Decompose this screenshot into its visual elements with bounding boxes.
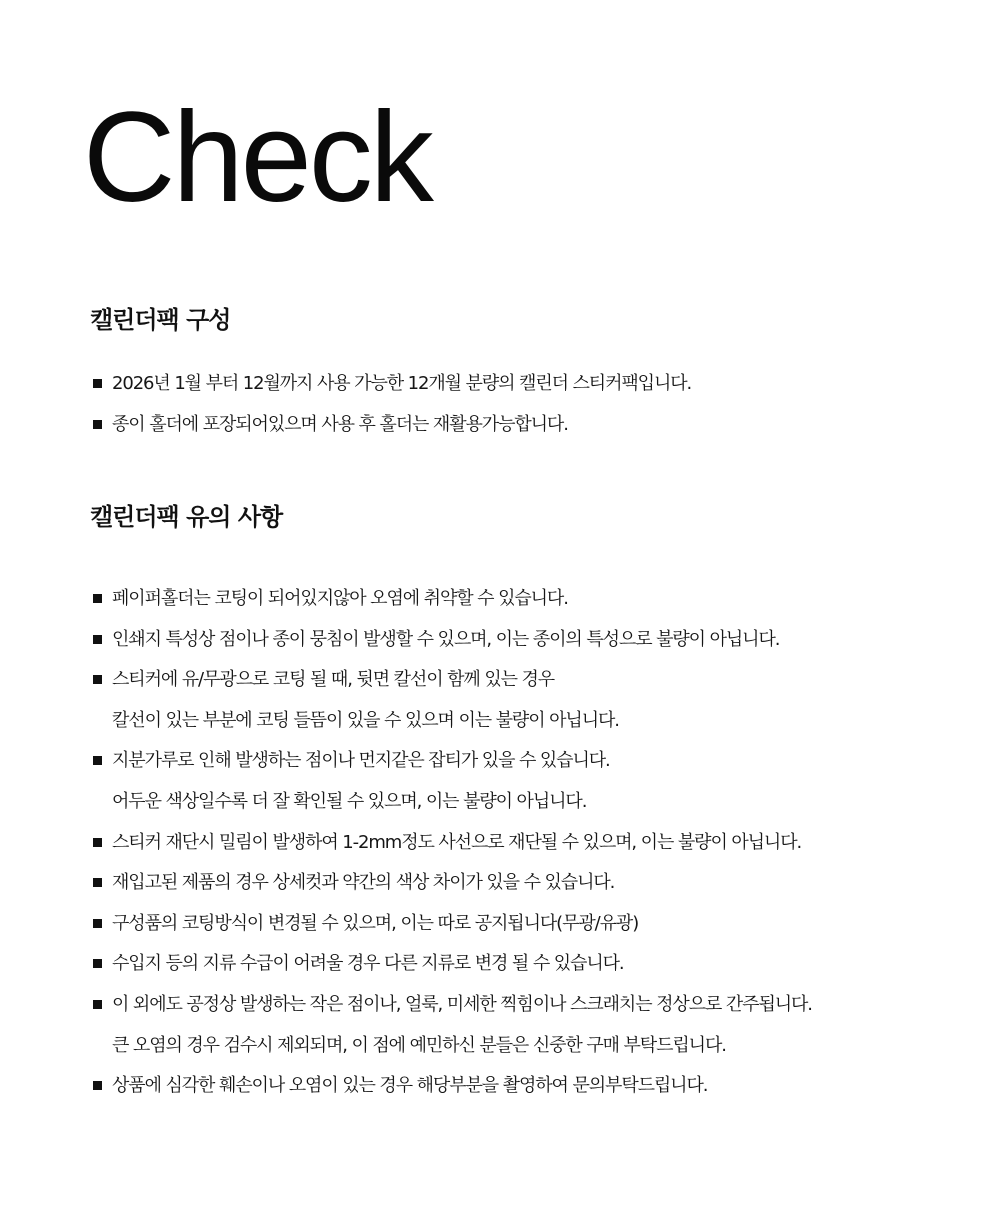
list-item-text: 구성품의 코팅방식이 변경될 수 있으며, 이는 따로 공지됩니다(무광/유광) [112,912,639,934]
square-bullet-icon [93,919,102,928]
list-item-text: 스티커 재단시 밀림이 발생하여 1-2mm정도 사선으로 재단될 수 있으며, 이는 불량이 아닙니다. [112,831,802,853]
section-calendar-pack-composition [90,300,970,445]
bullet-list [90,364,970,445]
list-item-text: 인쇄지 특성상 점이나 종이 뭉침이 발생할 수 있으며, 이는 종이의 특성으로 불량이 아닙니다. [112,628,780,650]
list-item-text-continued: 큰 오염의 경우 검수시 제외되며, 이 점에 예민하신 분들은 신중한 구매 부탁드립니다. [112,1034,726,1056]
list-item-text: 페이퍼홀더는 코팅이 되어있지않아 오염에 취약할 수 있습니다. [112,588,568,609]
list-item [90,944,970,985]
list-item-text: 재입고된 제품의 경우 상세컷과 약간의 색상 차이가 있을 수 있습니다. [112,872,615,894]
list-item [90,579,970,620]
square-bullet-icon [93,635,102,644]
list-item-text: 종이 홀더에 포장되어있으며 사용 후 홀더는 재활용가능합니다. [112,413,568,435]
bullet-list [90,579,970,1107]
list-item [90,1066,970,1107]
list-item-text: 수입지 등의 지류 수급이 어려울 경우 다른 지류로 변경 될 수 있습니다. [112,953,624,975]
square-bullet-icon [93,379,102,388]
section-calendar-pack-notes [90,497,970,1107]
list-item-text: 이 외에도 공정상 발생하는 작은 점이나, 얼룩, 미세한 찍힘이나 스크래치는 정상으로 간주됩니다. [112,993,812,1015]
list-item-text: 상품에 심각한 훼손이나 오염이 있는 경우 해당부분을 촬영하여 문의부탁드립니다. [112,1075,708,1097]
list-item [90,364,970,405]
list-item [90,985,970,1066]
list-item [90,904,970,945]
square-bullet-icon [93,838,102,847]
list-item [90,660,970,741]
list-item [90,741,970,822]
square-bullet-icon [93,675,102,684]
square-bullet-icon [93,878,102,887]
square-bullet-icon [93,420,102,429]
list-item-text-continued: 칼선이 있는 부분에 코팅 들뜸이 있을 수 있으며 이는 불량이 아닙니다. [112,709,619,731]
section-heading: 캘린더팩 유의 사항 [90,503,283,531]
list-item [90,405,970,446]
list-item-text: 지분가루로 인해 발생하는 점이나 먼지같은 잡티가 있을 수 있습니다. [112,750,610,772]
list-item-text: 2026년 1월 부터 12월까지 사용 가능한 12개월 분량의 캘린더 스티커팩입니다. [112,373,692,394]
square-bullet-icon [93,756,102,765]
list-item [90,823,970,864]
list-item [90,620,970,661]
square-bullet-icon [93,1081,102,1090]
list-item-text: 스티커에 유/무광으로 코팅 될 때, 뒷면 칼선이 함께 있는 경우 [112,669,555,691]
square-bullet-icon [93,1000,102,1009]
page-title: Check [83,86,431,229]
square-bullet-icon [93,594,102,603]
list-item-text-continued: 어두운 색상일수록 더 잘 확인될 수 있으며, 이는 불량이 아닙니다. [112,790,587,812]
square-bullet-icon [93,959,102,968]
section-heading: 캘린더팩 구성 [90,306,231,334]
list-item [90,863,970,904]
